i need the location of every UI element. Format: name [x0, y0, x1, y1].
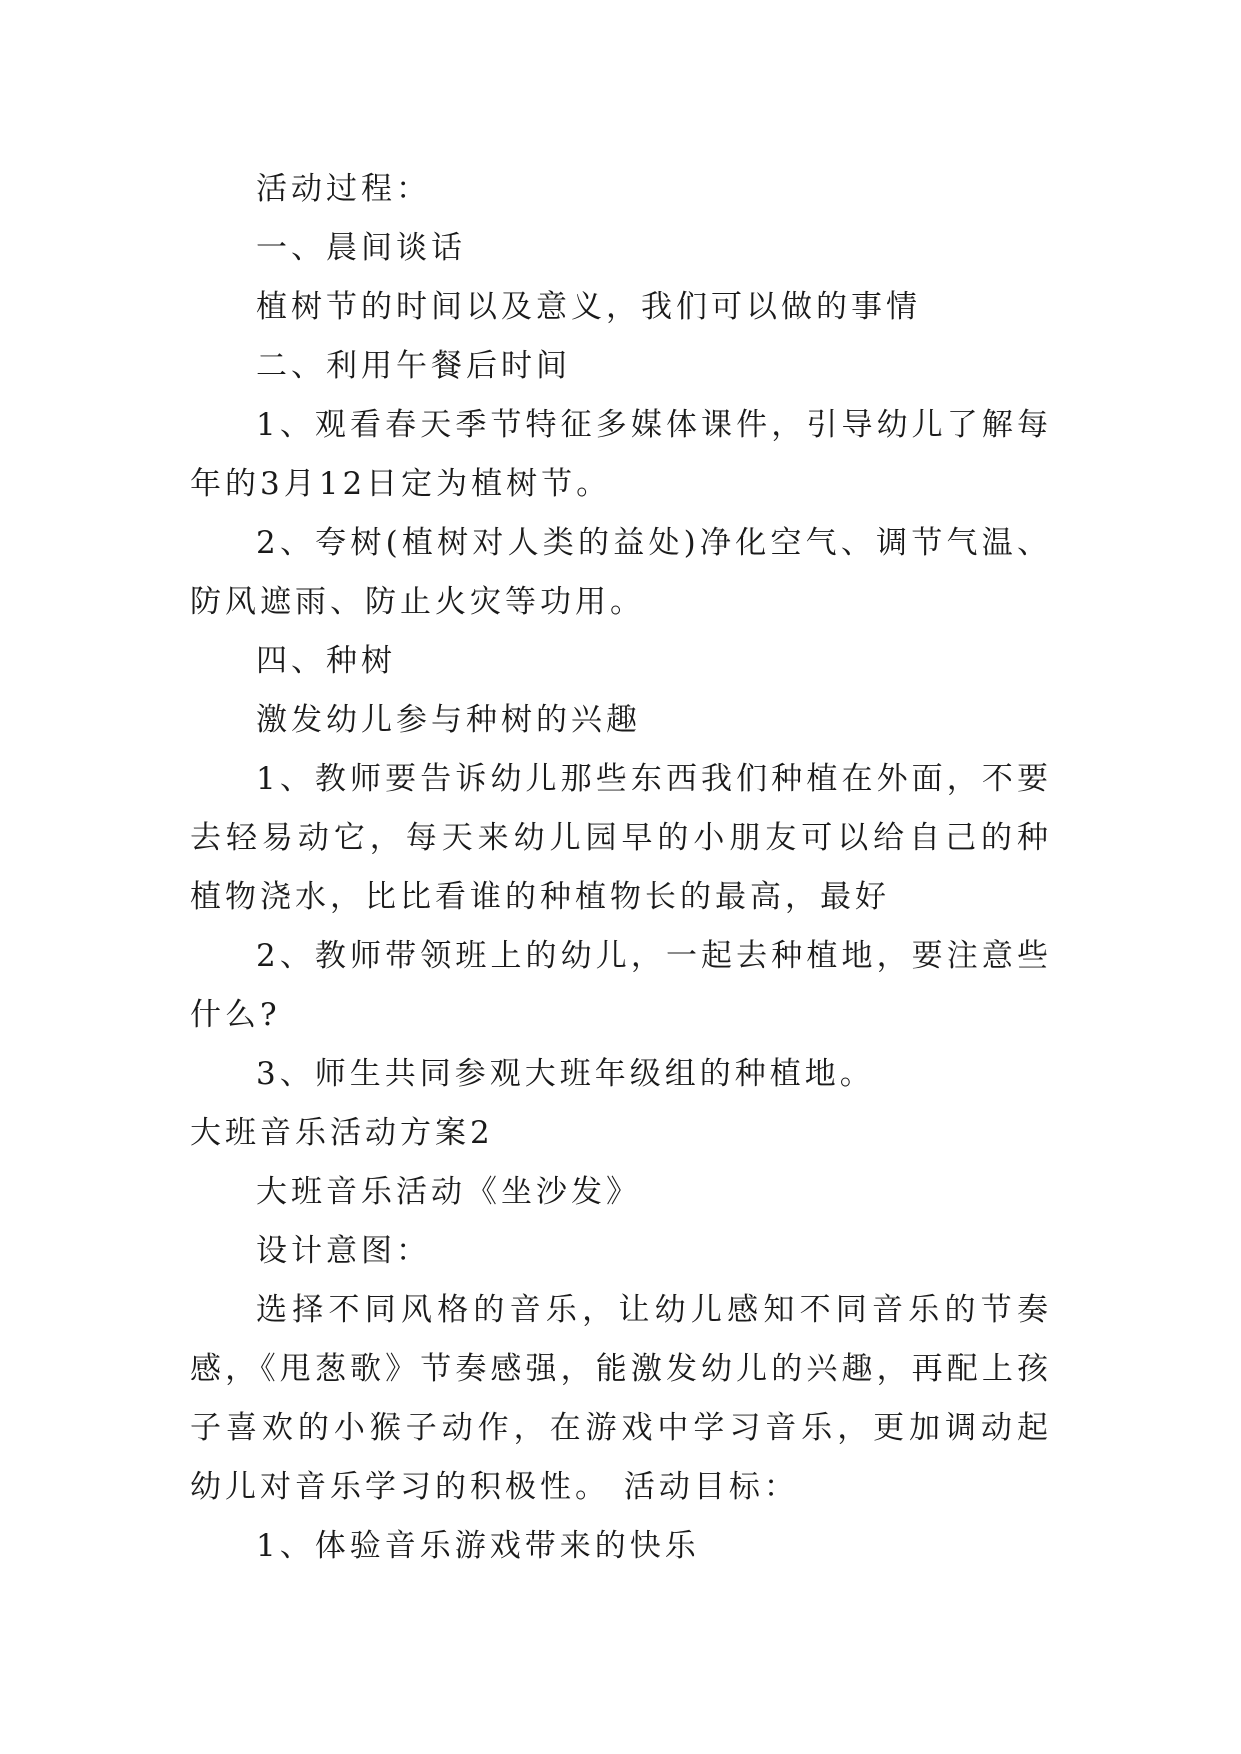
paragraph: 1、体验音乐游戏带来的快乐 — [256, 1528, 700, 1564]
section-heading: 四、种树 — [256, 643, 396, 679]
section-heading: 二、利用午餐后时间 — [256, 348, 571, 384]
paragraph: 3、师生共同参观大班年级组的种植地。 — [256, 1056, 875, 1092]
document-title: 大班音乐活动方案2 — [190, 1115, 494, 1151]
paragraph: 植树节的时间以及意义，我们可以做的事情 — [256, 289, 921, 325]
paragraph: 活动过程： — [256, 171, 431, 207]
paragraph: 2、教师带领班上的幼儿，一起去种植地，要注意些什么? — [190, 938, 1052, 1033]
activity-title: 大班音乐活动《坐沙发》 — [256, 1174, 641, 1210]
section-heading: 一、晨间谈话 — [256, 230, 466, 266]
paragraph: 1、观看春天季节特征多媒体课件，引导幼儿了解每年的3月12日定为植树节。 — [190, 407, 1052, 502]
document-body — [190, 160, 1052, 1576]
paragraph: 1、教师要告诉幼儿那些东西我们种植在外面，不要去轻易动它，每天来幼儿园早的小朋友可以给自己的种植物浇水，比比看谁的种植物长的最高，最好 — [190, 761, 1052, 915]
paragraph: 2、夸树(植树对人类的益处)净化空气、调节气温、防风遮雨、防止火灾等功用。 — [190, 525, 1052, 620]
section-heading: 设计意图： — [256, 1233, 431, 1269]
paragraph: 激发幼儿参与种树的兴趣 — [256, 702, 641, 738]
paragraph: 选择不同风格的音乐，让幼儿感知不同音乐的节奏感，《甩葱歌》节奏感强，能激发幼儿的兴趣，再配上孩子喜欢的小猴子动作，在游戏中学习音乐，更加调动起幼儿对音乐学习的积极性。 活动目标： — [190, 1292, 1052, 1505]
